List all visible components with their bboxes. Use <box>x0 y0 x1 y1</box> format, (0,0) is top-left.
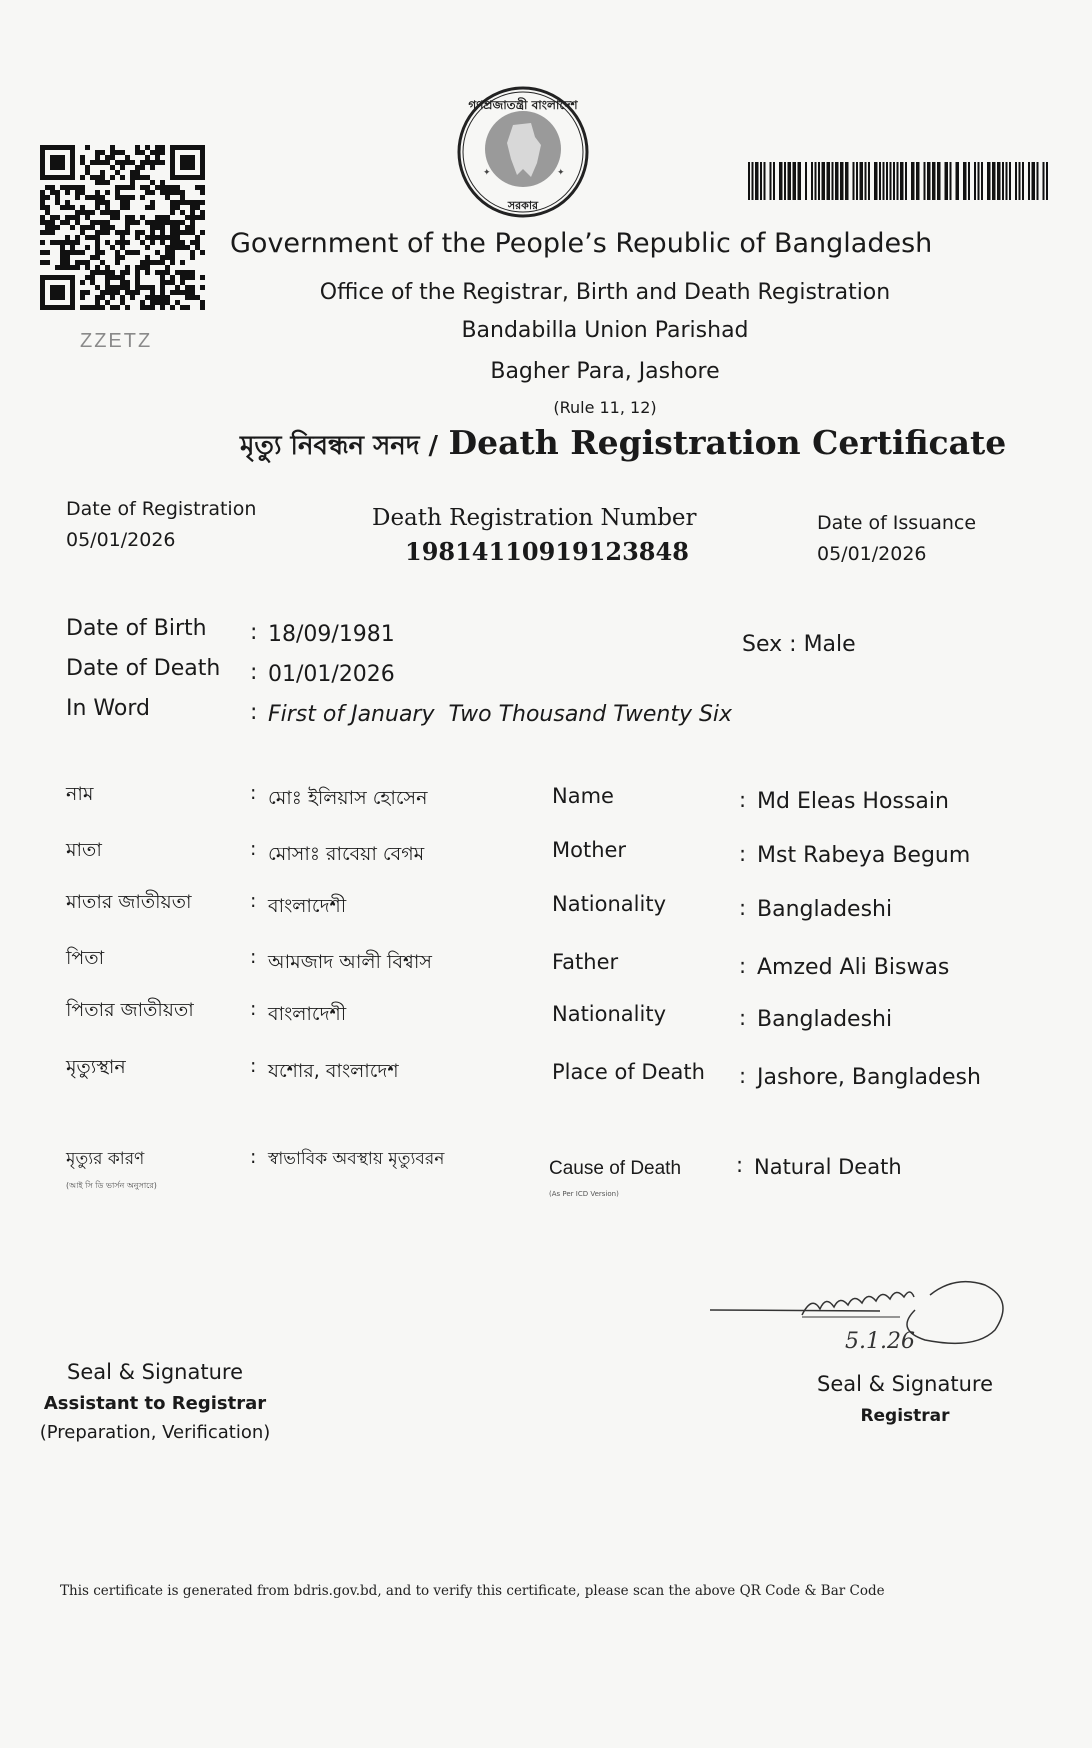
sex-value: Male <box>803 632 856 657</box>
union-heading: Bandabilla Union Parishad <box>461 318 749 343</box>
en-field-colon: : <box>739 1006 747 1030</box>
cause-colon-en: : <box>736 1153 744 1177</box>
en-field-value: Bangladeshi <box>757 897 893 922</box>
en-field-value: Mst Rabeya Begum <box>757 843 971 868</box>
dod-value: 01/01/2026 <box>268 662 395 687</box>
date-of-registration: 05/01/2026 <box>66 529 176 551</box>
en-field-colon: : <box>739 954 747 978</box>
inword-value: First of January Two Thousand Twenty Six <box>268 702 733 727</box>
assistant-registrar-role: Assistant to Registrar <box>43 1393 267 1414</box>
dob-label: Date of Birth <box>66 616 207 641</box>
rule-reference: (Rule 11, 12) <box>553 398 657 417</box>
dob-colon: : <box>250 620 258 645</box>
government-heading: Government of the People’s Republic of Bangladesh <box>230 228 933 259</box>
bn-field-value: বাংলাদেশী <box>268 1003 347 1025</box>
certificate-title-en: Death Registration Certificate <box>448 423 1007 462</box>
assistant-registrar-duties: (Preparation, Verification) <box>39 1422 271 1443</box>
svg-text:✦: ✦ <box>483 168 491 178</box>
cause-note-bn: (আই সি ডি ভার্সন অনুসারে) <box>66 1181 157 1190</box>
cause-note-en: (As Per ICD Version) <box>549 1190 619 1198</box>
bn-field-label: মৃত্যুস্থান <box>66 1056 126 1078</box>
dob-value: 18/09/1981 <box>268 622 395 647</box>
right-seal-signature-label: Seal & Signature <box>817 1372 993 1396</box>
en-field-colon: : <box>739 1064 747 1088</box>
left-seal-signature-label: Seal & Signature <box>67 1360 243 1384</box>
en-field-colon: : <box>739 896 747 920</box>
bn-field-value: আমজাদ আলী বিশ্বাস <box>268 951 432 973</box>
government-seal-logo <box>453 85 593 220</box>
en-field-value: Amzed Ali Biswas <box>757 955 950 980</box>
en-field-label: Mother <box>552 838 627 862</box>
verification-footer: This certificate is generated from bdris.gov.bd, and to verify this certificate, please scan the above QR Code & Bar Code <box>60 1583 885 1599</box>
en-field-label: Place of Death <box>552 1060 705 1084</box>
en-field-colon: : <box>739 788 747 812</box>
en-field-label: Nationality <box>552 892 667 916</box>
qr-code <box>40 145 205 310</box>
cause-colon-bn: : <box>250 1146 257 1168</box>
svg-text:✦: ✦ <box>557 168 565 178</box>
registrar-signature-date: 5.1.26 <box>845 1329 915 1350</box>
sex-colon: : <box>789 632 797 657</box>
bn-field-label: নাম <box>66 783 94 805</box>
bn-field-value: যশোর, বাংলাদেশ <box>268 1060 399 1082</box>
en-field-label: Nationality <box>552 1002 667 1026</box>
barcode <box>748 162 1048 200</box>
cause-value-en: Natural Death <box>754 1155 902 1179</box>
registrar-signature <box>710 1270 1050 1350</box>
dod-label: Date of Death <box>66 656 221 681</box>
en-field-value: Jashore, Bangladesh <box>757 1065 981 1090</box>
bn-field-value: মোঃ ইলিয়াস হোসেন <box>268 787 428 809</box>
bn-field-colon: : <box>250 946 257 968</box>
bn-field-colon: : <box>250 782 257 804</box>
bn-field-colon: : <box>250 890 257 912</box>
bn-field-value: বাংলাদেশী <box>268 895 347 917</box>
en-field-label: Father <box>552 950 619 974</box>
svg-text:গণপ্রজাতন্ত্রী বাংলাদেশ: গণপ্রজাতন্ত্রী বাংলাদেশ <box>468 98 578 112</box>
date-of-registration-label: Date of Registration <box>66 498 257 520</box>
date-of-issuance-label: Date of Issuance <box>817 512 977 534</box>
cause-label-en: Cause of Death <box>549 1158 682 1179</box>
bn-field-colon: : <box>250 998 257 1020</box>
svg-text:সরকার: সরকার <box>507 199 539 212</box>
registrar-role: Registrar <box>860 1406 950 1426</box>
date-of-issuance: 05/01/2026 <box>817 543 927 565</box>
bn-field-colon: : <box>250 1055 257 1077</box>
registration-number: 19814110919123848 <box>405 537 689 566</box>
sex-label: Sex <box>742 632 783 657</box>
en-field-label: Name <box>552 784 614 808</box>
bn-field-label: পিতার জাতীয়তা <box>66 999 194 1021</box>
certificate-title-bn: মৃত্যু নিবন্ধন সনদ / <box>240 431 439 461</box>
sex-field <box>742 632 856 657</box>
certificate-title <box>240 423 1007 469</box>
inword-colon: : <box>250 700 258 725</box>
cause-label-bn: মৃত্যুর কারণ <box>66 1149 145 1169</box>
office-heading: Office of the Registrar, Birth and Death Registration <box>319 280 891 305</box>
dod-colon: : <box>250 660 258 685</box>
bn-field-label: মাতার জাতীয়তা <box>66 891 192 913</box>
inword-label: In Word <box>66 696 150 721</box>
en-field-value: Md Eleas Hossain <box>757 789 949 814</box>
bn-field-label: মাতা <box>66 839 102 861</box>
en-field-value: Bangladeshi <box>757 1007 893 1032</box>
registration-number-label: Death Registration Number <box>372 505 697 531</box>
location-heading: Bagher Para, Jashore <box>490 359 720 384</box>
en-field-colon: : <box>739 842 747 866</box>
bn-field-value: মোসাঃ রাবেয়া বেগম <box>268 843 425 865</box>
bn-field-label: পিতা <box>66 947 105 969</box>
qr-caption: ZZETZ <box>80 330 153 352</box>
bn-field-colon: : <box>250 838 257 860</box>
cause-value-bn: স্বাভাবিক অবস্থায় মৃত্যুবরন <box>268 1149 445 1169</box>
